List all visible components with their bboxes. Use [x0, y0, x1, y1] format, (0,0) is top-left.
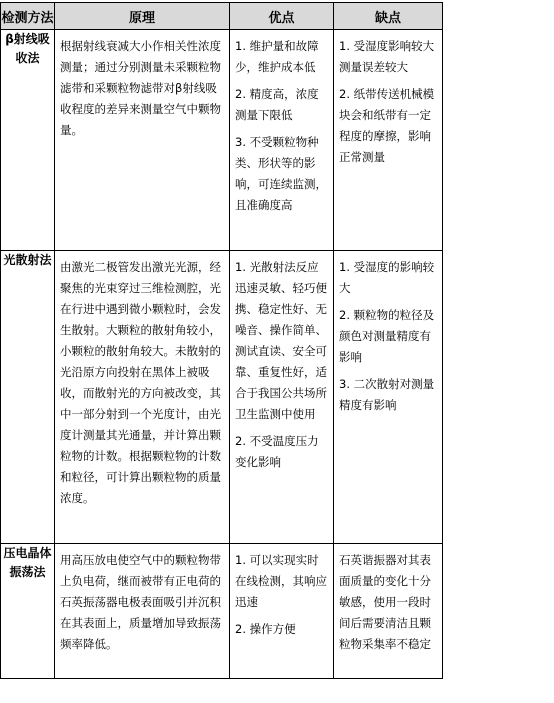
table-row: [1, 30, 443, 251]
advantages-cell: [230, 544, 334, 679]
disadvantage-item: 1. 受湿度的影响较大: [339, 260, 435, 295]
disadvantage-item: 3. 二次散射对测量精度有影响: [339, 377, 435, 412]
advantages-cell: [230, 251, 334, 544]
disadvantage-item: 石英谐振器对其表面质量的变化十分敏感，使用一段时间后需要清洁且颗粒物采集率不稳定: [339, 553, 431, 651]
method-cell: [1, 251, 55, 544]
disadvantage-item: 1. 受湿度影响较大测量误差较大: [339, 39, 435, 74]
principle-cell: [55, 544, 230, 679]
advantage-item: 1. 可以实现实时在线检测，其响应迅速: [235, 553, 327, 609]
method-name-line: β射线吸: [5, 32, 50, 46]
table-row: [1, 544, 443, 679]
header-advantages: 优点: [230, 3, 334, 30]
advantage-item: 3. 不受颗粒物种类、形状等的影响，可连续监测，且准确度高: [235, 135, 327, 212]
advantage-item: 2. 不受温度压力变化影响: [235, 434, 319, 469]
disadvantage-item: 2. 纸带传送机械模块会和纸带有一定程度的摩擦，影响正常测量: [339, 87, 435, 164]
advantage-item: 1. 维护量和故障少，维护成本低: [235, 39, 319, 74]
principle-cell: [55, 30, 230, 251]
principle-text: 根据射线衰减大小作相关性浓度测量；通过分别测量未采颗粒物滤带和采颗粒物滤带对β射线吸收程度的差异来测量空气中颗物量。: [60, 39, 221, 137]
disadvantages-cell: [334, 251, 443, 544]
method-cell: [1, 544, 55, 679]
method-cell: [1, 30, 55, 251]
header-row: [1, 3, 443, 30]
header-principle: 原理: [55, 3, 230, 30]
disadvantage-item: 2. 颗粒物的粒径及颜色对测量精度有影响: [339, 308, 435, 364]
advantage-item: 2. 操作方便: [235, 622, 296, 636]
comparison-table: [0, 2, 443, 679]
advantages-cell: [230, 30, 334, 251]
method-name-line: 压电晶体: [3, 546, 52, 560]
method-name-line: 振荡法: [9, 565, 46, 579]
advantage-item: 2. 精度高，浓度测量下限低: [235, 87, 319, 122]
disadvantages-cell: [334, 30, 443, 251]
principle-text: 用高压放电使空气中的颗粒物带上负电荷，继而被带有正电荷的石英振荡器电极表面吸引并沉积在其表面上，质量增加导致振荡频率降低。: [60, 553, 221, 651]
header-method: 检测方法: [1, 3, 55, 30]
method-name-line: 收法: [15, 51, 40, 65]
principle-cell: [55, 251, 230, 544]
header-disadvantages: 缺点: [334, 3, 443, 30]
advantage-item: 1. 光散射法反应迅速灵敏、轻巧便携、稳定性好、无噪音、操作简单、测试直读、安全可靠、重复性好，适合于我国公共场所卫生监测中使用: [235, 260, 327, 421]
principle-text: 由激光二极管发出激光光源，经聚焦的光束穿过三维检测腔，光在行进中遇到微小颗粒时，会发生散射。大颗粒的散射角较小，小颗粒的散射角较大。未散射的光沿原方向投射在黑体上被吸收，而散射光的方向被改变，其中一部分射到一个光度计，由光度计测量其光通量，并计算出颗粒物的计数。根据颗粒物的计数和粒径，可计算出颗粒物的质量浓度。: [60, 260, 221, 505]
disadvantages-cell: [334, 544, 443, 679]
table-row: [1, 251, 443, 544]
method-name-line: 光散射法: [3, 253, 52, 267]
